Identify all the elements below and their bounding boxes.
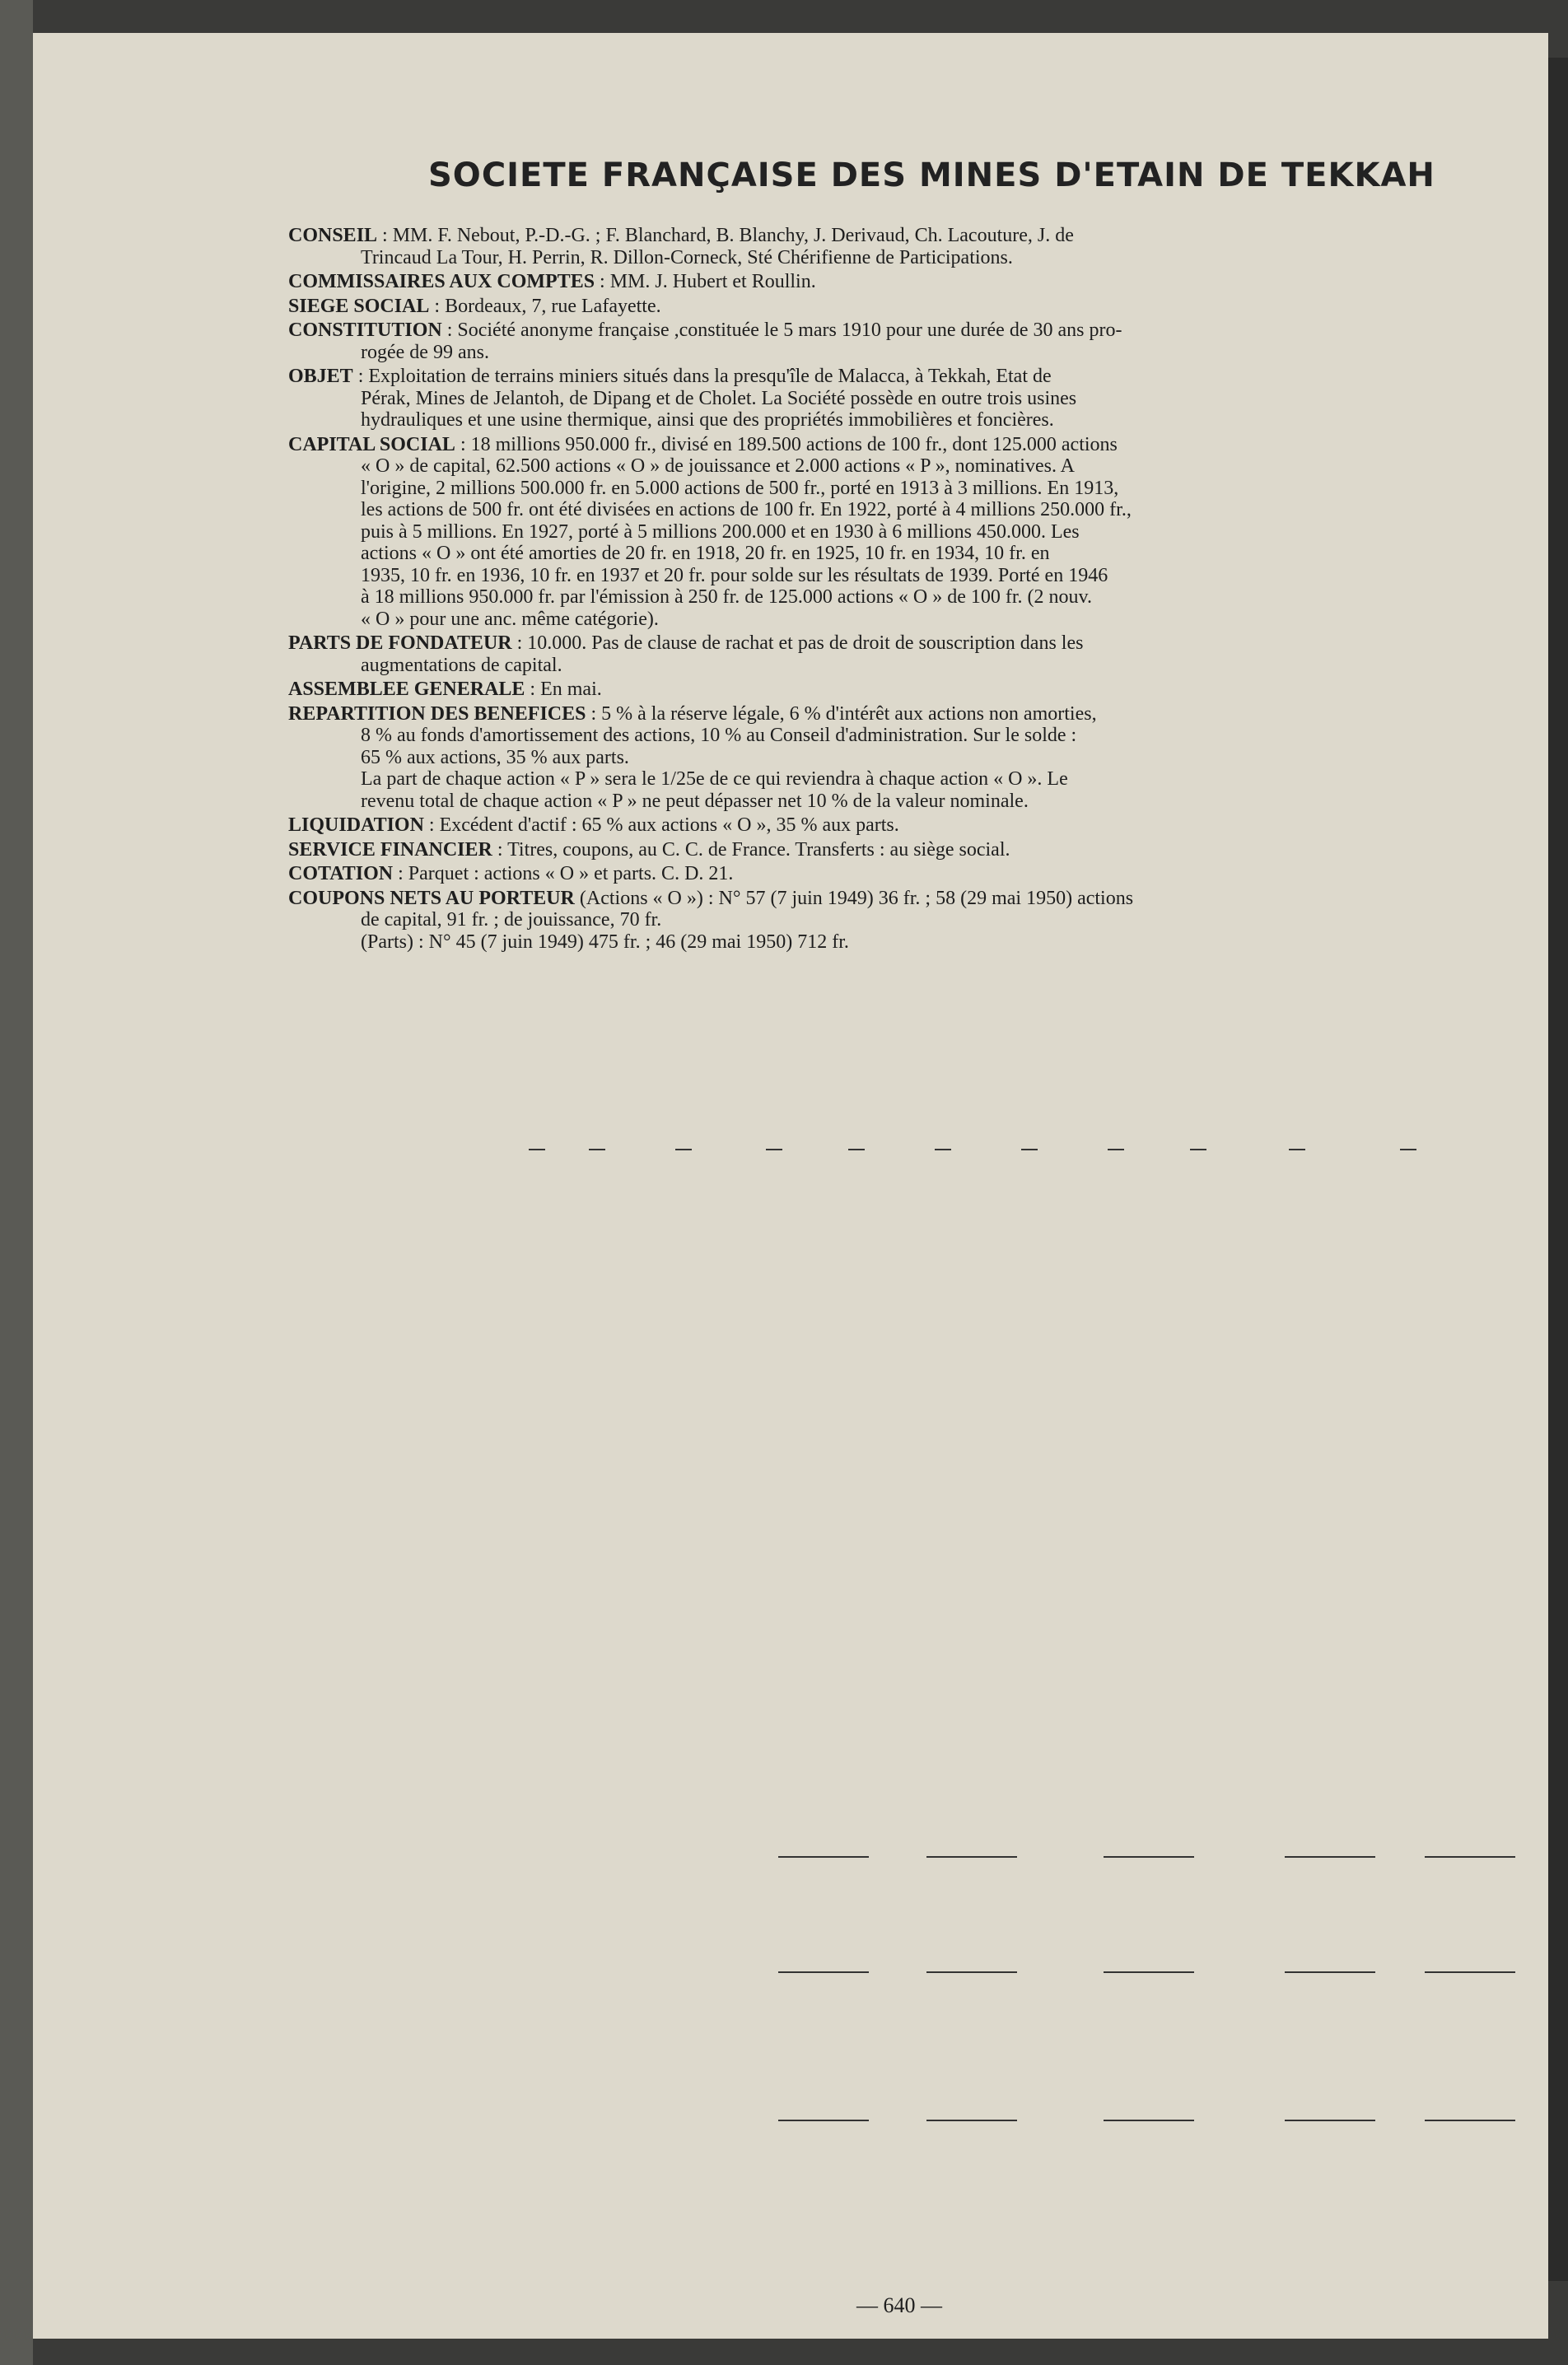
entry-line: de capital, 91 fr. ; de jouissance, 70 fr. <box>361 909 662 931</box>
entry-line: actions « O » ont été amorties de 20 fr. en 1918, 20 fr. en 1925, 10 fr. en 1934, 10 fr. en <box>361 543 1050 564</box>
year-underline <box>529 1149 545 1150</box>
entry-line: 8 % au fonds d'amortissement des actions, 10 % au Conseil d'administration. Sur le solde : <box>361 725 1077 746</box>
entry-line: (Parts) : N° 45 (7 juin 1949) 475 fr. ; 46 (29 mai 1950) 712 fr. <box>361 931 849 953</box>
entry-line: 1935, 10 fr. en 1936, 10 fr. en 1937 et 20 fr. pour solde sur les résultats de 1939. Porté en 1946 <box>361 564 1108 586</box>
entry-line: augmentations de capital. <box>361 654 562 676</box>
entry-line: COMMISSAIRES AUX COMPTES : MM. J. Hubert et Roullin. <box>288 271 816 292</box>
entry-label: SERVICE FINANCIER <box>288 838 492 861</box>
entry-label: COUPONS NETS AU PORTEUR <box>288 887 575 909</box>
entry-line: Pérak, Mines de Jelantoh, de Dipang et de Cholet. La Société possède en outre trois usines <box>361 387 1077 409</box>
entry-line: hydrauliques et une usine thermique, ainsi que des propriétés immobilières et foncières. <box>361 409 1054 431</box>
total-rule <box>778 1971 869 1973</box>
document-page <box>33 33 1548 2339</box>
entry-line: l'origine, 2 millions 500.000 fr. en 5.000 actions de 500 fr., porté en 1913 à 3 millions. En 1913, <box>361 477 1119 499</box>
total-rule <box>1104 1971 1194 1973</box>
year-underline <box>1021 1149 1038 1150</box>
entry-label: PARTS DE FONDATEUR <box>288 632 512 654</box>
total-rule <box>1425 1971 1515 1973</box>
entry-label: LIQUIDATION <box>288 814 424 836</box>
entry-line: 65 % aux actions, 35 % aux parts. <box>361 746 629 768</box>
total-rule <box>926 1856 1017 1858</box>
total-rule <box>1285 1971 1375 1973</box>
entry-line: CONSTITUTION : Société anonyme française ,constituée le 5 mars 1910 pour une durée de 30 ans pro- <box>288 320 1122 341</box>
entry-line: LIQUIDATION : Excédent d'actif : 65 % aux actions « O », 35 % aux parts. <box>288 814 899 836</box>
entry-label: COMMISSAIRES AUX COMPTES <box>288 271 595 292</box>
year-underline <box>1108 1149 1124 1150</box>
scan-right-edge <box>1548 58 1568 2281</box>
entry-line: La part de chaque action « P » sera le 1/25e de ce qui reviendra à chaque action « O ». Le <box>361 768 1068 790</box>
entry-line: Trincaud La Tour, H. Perrin, R. Dillon-Corneck, Sté Chérifienne de Participations. <box>361 246 1013 268</box>
total-rule <box>1285 1856 1375 1858</box>
year-underline <box>1289 1149 1305 1150</box>
entry-label: CONSEIL <box>288 225 378 246</box>
entry-line: SIEGE SOCIAL : Bordeaux, 7, rue Lafayette. <box>288 295 661 317</box>
year-underline <box>848 1149 865 1150</box>
entry-line: les actions de 500 fr. ont été divisées en actions de 100 fr. En 1922, porté à 4 millions 250.000 fr., <box>361 499 1132 520</box>
entry-line: CONSEIL : MM. F. Nebout, P.-D.-G. ; F. Blanchard, B. Blanchy, J. Derivaud, Ch. Lacouture, J. de <box>288 225 1074 246</box>
total-rule <box>1285 2120 1375 2121</box>
company-title: SOCIETE FRANÇAISE DES MINES D'ETAIN DE TEKKAH <box>428 156 1435 194</box>
entry-label: OBJET <box>288 366 353 387</box>
entry-label: SIEGE SOCIAL <box>288 295 430 317</box>
year-underline <box>766 1149 782 1150</box>
total-rule <box>926 1971 1017 1973</box>
total-rule <box>1104 1856 1194 1858</box>
entry-line: rogée de 99 ans. <box>361 341 489 363</box>
total-rule <box>778 2120 869 2121</box>
year-underline <box>935 1149 951 1150</box>
entry-line: puis à 5 millions. En 1927, porté à 5 millions 200.000 et en 1930 à 6 millions 450.000. Les <box>361 520 1080 543</box>
entry-line: REPARTITION DES BENEFICES : 5 % à la réserve légale, 6 % d'intérêt aux actions non amorties, <box>288 702 1097 725</box>
total-rule <box>778 1856 869 1858</box>
entry-label: COTATION <box>288 863 394 884</box>
year-underline <box>1400 1149 1416 1150</box>
entry-label: CONSTITUTION <box>288 320 442 341</box>
total-rule <box>926 2120 1017 2121</box>
year-underline <box>1190 1149 1206 1150</box>
entry-line: OBJET : Exploitation de terrains miniers situés dans la presqu'île de Malacca, à Tekkah, Etat de <box>288 366 1052 387</box>
page-number: — 640 — <box>856 2293 942 2317</box>
entry-line: à 18 millions 950.000 fr. par l'émission à 250 fr. de 125.000 actions « O » de 100 fr. (2 nouv. <box>361 586 1092 608</box>
entry-line: revenu total de chaque action « P » ne peut dépasser net 10 % de la valeur nominale. <box>361 790 1029 812</box>
entry-line: COTATION : Parquet : actions « O » et parts. C. D. 21. <box>288 863 734 884</box>
total-rule <box>1425 2120 1515 2121</box>
entry-label: REPARTITION DES BENEFICES <box>288 702 586 725</box>
entry-line: ASSEMBLEE GENERALE : En mai. <box>288 679 602 700</box>
entry-line: COUPONS NETS AU PORTEUR (Actions « O ») : N° 57 (7 juin 1949) 36 fr. ; 58 (29 mai 1950) actions <box>288 887 1134 909</box>
year-underline <box>675 1149 692 1150</box>
entry-line: SERVICE FINANCIER : Titres, coupons, au C. C. de France. Transferts : au siège social. <box>288 838 1010 861</box>
total-rule <box>1425 1856 1515 1858</box>
year-underline <box>589 1149 605 1150</box>
total-rule <box>1104 2120 1194 2121</box>
entry-label: ASSEMBLEE GENERALE <box>288 679 525 700</box>
entry-line: « O » de capital, 62.500 actions « O » de jouissance et 2.000 actions « P », nominatives. A <box>361 455 1075 477</box>
entry-label: CAPITAL SOCIAL <box>288 433 455 455</box>
entry-line: « O » pour une anc. même catégorie). <box>361 608 659 630</box>
entry-line: PARTS DE FONDATEUR : 10.000. Pas de clause de rachat et pas de droit de souscription dans les <box>288 632 1084 654</box>
scan-binding-edge <box>0 0 33 2365</box>
entry-line: CAPITAL SOCIAL : 18 millions 950.000 fr., divisé en 189.500 actions de 100 fr., dont 125.000 actions <box>288 433 1118 455</box>
